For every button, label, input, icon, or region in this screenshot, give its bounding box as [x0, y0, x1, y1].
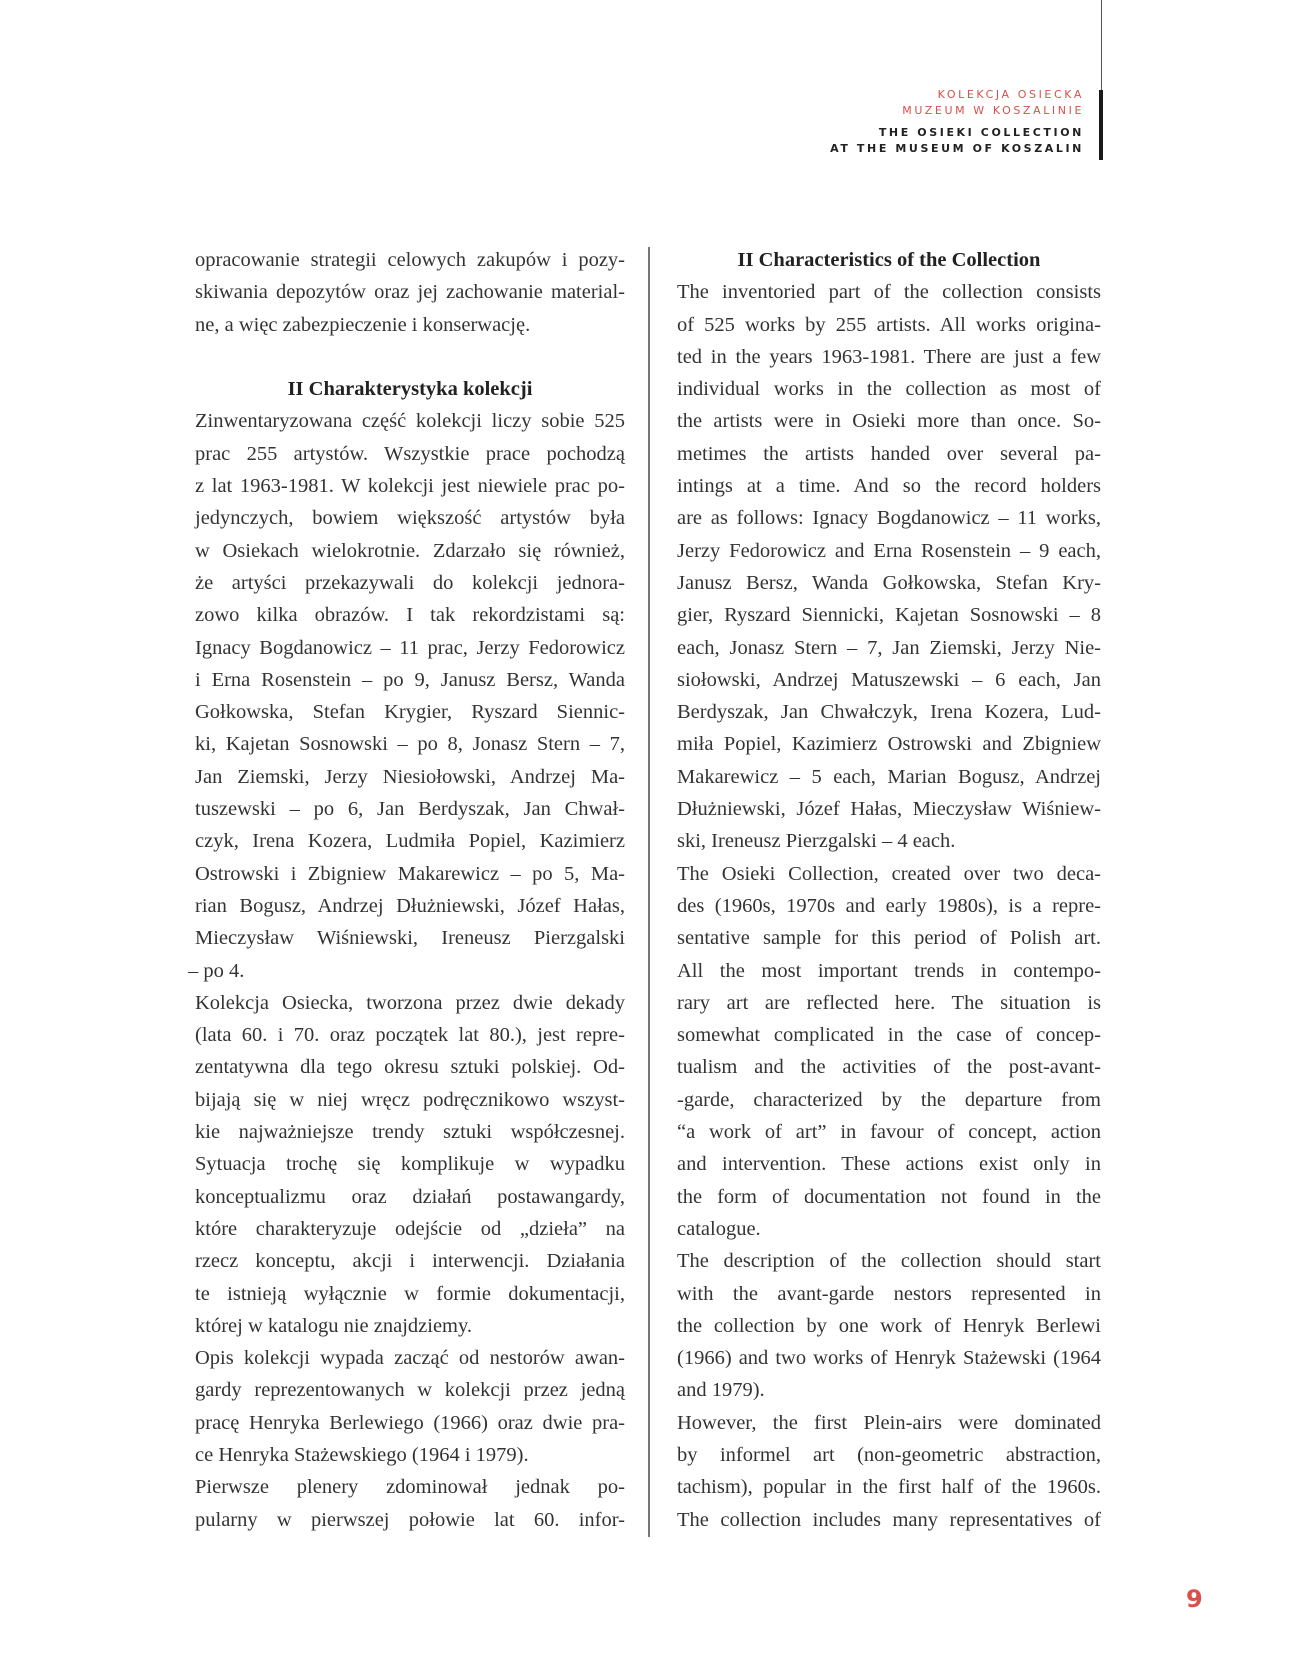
- text-line: Berdyszak, Jan Chwałczyk, Irena Kozera, Lud-: [677, 701, 1101, 724]
- text-line: ki, Kajetan Sosnowski – po 8, Jonasz Stern – 7,: [195, 733, 625, 756]
- header-rule-thin: [1101, 0, 1102, 92]
- english-text-column: [677, 244, 1101, 1536]
- text-line: Makarewicz – 5 each, Marian Bogusz, Andrzej: [677, 765, 1101, 788]
- text-line: Janusz Bersz, Wanda Gołkowska, Stefan Kry-: [677, 571, 1101, 594]
- text-line: The collection includes many representatives of: [677, 1508, 1101, 1531]
- text-line: individual works in the collection as most of: [677, 378, 1101, 401]
- text-line: each, Jonasz Stern – 7, Jan Ziemski, Jerzy Nie-: [677, 636, 1101, 659]
- text-line: Ostrowski i Zbigniew Makarewicz – po 5, Ma-: [195, 862, 625, 885]
- text-line: -garde, characterized by the departure from: [677, 1088, 1101, 1111]
- text-line: However, the first Plein-airs were dominated: [677, 1411, 1101, 1434]
- text-line: miła Popiel, Kazimierz Ostrowski and Zbigniew: [677, 733, 1101, 756]
- text-line: skiwania depozytów oraz jej zachowanie material-: [195, 281, 625, 304]
- text-line: of 525 works by 255 artists. All works origina-: [677, 313, 1101, 336]
- header-polish-subtitle: MUZEUM W KOSZALINIE: [902, 104, 1084, 117]
- page-number: 9: [1186, 1585, 1203, 1613]
- text-line: Gołkowska, Stefan Krygier, Ryszard Siennic-: [195, 701, 625, 724]
- text-line: sentative sample for this period of Polish art.: [677, 927, 1101, 950]
- text-line: pracę Henryka Berlewiego (1966) oraz dwie pra-: [195, 1411, 625, 1434]
- text-line: by informel art (non-geometric abstraction,: [677, 1443, 1101, 1466]
- text-line: (lata 60. i 70. oraz początek lat 80.), jest repre-: [195, 1024, 625, 1047]
- text-line: konceptualizmu oraz działań postawangardy,: [195, 1185, 625, 1208]
- text-line: siołowski, Andrzej Matuszewski – 6 each, Jan: [677, 668, 1101, 691]
- text-line: The inventoried part of the collection consists: [677, 281, 1101, 304]
- text-line: kie najważniejsze trendy sztuki współczesnej.: [195, 1121, 625, 1144]
- text-line: Opis kolekcji wypada zacząć od nestorów awan-: [195, 1347, 625, 1370]
- text-line: które charakteryzuje odejście od „dzieła” na: [195, 1217, 625, 1240]
- running-header: [830, 87, 1084, 157]
- text-line: tualism and the activities of the post-avant-: [677, 1056, 1101, 1079]
- text-line: – po 4.: [188, 959, 245, 982]
- text-line: bijają się w niej wręcz podręcznikowo wszyst-: [195, 1088, 625, 1111]
- text-line: and intervention. These actions exist only in: [677, 1153, 1101, 1176]
- text-line: której w katalogu nie znajdziemy.: [195, 1314, 473, 1337]
- text-line: w Osiekach wielokrotnie. Zdarzało się również,: [195, 539, 625, 562]
- blank-line: [195, 341, 625, 373]
- text-line: jedynczych, bowiem większość artystów była: [195, 507, 625, 530]
- text-line: z lat 1963-1981. W kolekcji jest niewiele prac po-: [195, 475, 625, 498]
- text-line: are as follows: Ignacy Bogdanowicz – 11 works,: [677, 507, 1101, 530]
- text-line: rzecz konceptu, akcji i interwencji. Działania: [195, 1250, 625, 1273]
- section-heading-polish: II Charakterystyka kolekcji: [287, 378, 533, 401]
- text-line: gier, Ryszard Siennicki, Kajetan Sosnowski – 8: [677, 604, 1101, 627]
- text-line: Jerzy Fedorowicz and Erna Rosenstein – 9 each,: [677, 539, 1101, 562]
- text-line: ski, Ireneusz Pierzgalski – 4 each.: [677, 830, 956, 853]
- text-line: tuszewski – po 6, Jan Berdyszak, Jan Chwał-: [195, 798, 625, 821]
- text-line: with the avant-garde nestors represented in: [677, 1282, 1101, 1305]
- text-line: Dłużniewski, Józef Hałas, Mieczysław Wiśniew-: [677, 798, 1101, 821]
- text-line: Sytuacja trochę się komplikuje w wypadku: [195, 1153, 625, 1176]
- section-heading-english: II Characteristics of the Collection: [737, 249, 1041, 271]
- text-line: Jan Ziemski, Jerzy Niesiołowski, Andrzej Ma-: [195, 765, 625, 788]
- text-line: The description of the collection should start: [677, 1250, 1101, 1273]
- text-line: (1966) and two works of Henryk Stażewski (1964: [677, 1347, 1101, 1370]
- text-line: i Erna Rosenstein – po 9, Janusz Bersz, Wanda: [195, 668, 625, 691]
- header-english-title: THE OSIEKI COLLECTION: [878, 126, 1084, 139]
- header-polish-title: KOLEKCJA OSIECKA: [937, 88, 1084, 101]
- text-line: zowo kilka obrazów. I tak rekordzistami są:: [195, 604, 625, 627]
- text-line: Ignacy Bogdanowicz – 11 prac, Jerzy Fedorowicz: [195, 636, 625, 659]
- text-line: somewhat complicated in the case of concep-: [677, 1024, 1101, 1047]
- text-line: and 1979).: [677, 1379, 765, 1402]
- text-line: The Osieki Collection, created over two deca-: [677, 862, 1101, 885]
- text-line: Pierwsze plenery zdominował jednak po-: [195, 1476, 625, 1499]
- text-line: Mieczysław Wiśniewski, Ireneusz Pierzgalski: [195, 927, 625, 950]
- text-line: że artyści przekazywali do kolekcji jednora-: [195, 571, 625, 594]
- text-line: All the most important trends in contempo-: [677, 959, 1101, 982]
- text-line: Zinwentaryzowana część kolekcji liczy sobie 525: [195, 410, 625, 433]
- text-line: catalogue.: [677, 1217, 761, 1240]
- text-line: prac 255 artystów. Wszystkie prace pochodzą: [195, 442, 625, 465]
- text-line: gardy reprezentowanych w kolekcji przez jedną: [195, 1379, 625, 1402]
- text-line: metimes the artists handed over several pa-: [677, 442, 1101, 465]
- text-line: zentatywna dla tego okresu sztuki polskiej. Od-: [195, 1056, 625, 1079]
- text-line: ted in the years 1963-1981. There are just a few: [677, 345, 1101, 368]
- polish-text-column: [188, 244, 625, 1536]
- text-line: “a work of art” in favour of concept, action: [677, 1121, 1101, 1144]
- text-line: opracowanie strategii celowych zakupów i pozy-: [195, 249, 625, 271]
- text-line: rian Bogusz, Andrzej Dłużniewski, Józef Hałas,: [195, 894, 625, 917]
- header-english-subtitle: AT THE MUSEUM OF KOSZALIN: [830, 142, 1084, 155]
- column-divider: [648, 247, 650, 1537]
- text-line: tachism), popular in the first half of the 1960s.: [677, 1476, 1101, 1499]
- text-line: czyk, Irena Kozera, Ludmiła Popiel, Kazimierz: [195, 830, 625, 853]
- text-line: the collection by one work of Henryk Berlewi: [677, 1314, 1101, 1337]
- header-rule-thick: [1099, 90, 1103, 160]
- text-line: te istnieją wyłącznie w formie dokumentacji,: [195, 1282, 625, 1305]
- text-line: pularny w pierwszej połowie lat 60. infor-: [195, 1508, 625, 1531]
- text-line: rary art are reflected here. The situation is: [677, 991, 1101, 1014]
- text-line: ne, a więc zabezpieczenie i konserwację.: [195, 313, 531, 336]
- text-line: ce Henryka Stażewskiego (1964 i 1979).: [195, 1443, 529, 1466]
- text-line: the artists were in Osieki more than once. So-: [677, 410, 1101, 433]
- text-line: intings at a time. And so the record holders: [677, 475, 1101, 498]
- text-line: des (1960s, 1970s and early 1980s), is a repre-: [677, 894, 1101, 917]
- text-line: the form of documentation not found in the: [677, 1185, 1101, 1208]
- text-line: Kolekcja Osiecka, tworzona przez dwie dekady: [195, 991, 625, 1014]
